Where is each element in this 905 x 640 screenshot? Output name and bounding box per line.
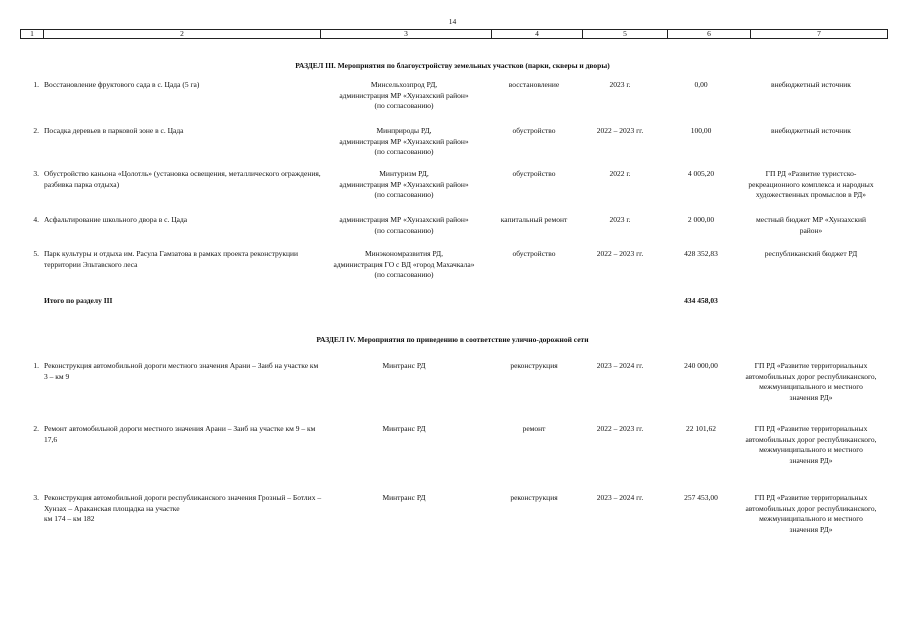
executor-line: администрация МР «Хунзахский район» [339,136,469,146]
executor [320,126,488,158]
column-number: 3 [321,30,492,39]
column-number: 6 [668,30,751,39]
amount: 22 101,62 [686,424,716,433]
funding-source: внебюджетный источник [771,126,851,135]
executor-line: (по согласованию) [374,190,434,200]
executor-line: администрация МР «Хунзахский район» [339,215,469,224]
amount: 0,00 [694,80,708,89]
column-number: 4 [492,30,583,39]
row-number: 2. [33,126,39,135]
executor-line: администрация МР «Хунзахский район» [339,90,469,100]
column-number: 1 [21,30,44,39]
funding-source: ГП РД «Развитие территориальных автомобильных дорог республиканского, межмуниципального и местного значения РД» [745,493,877,534]
executor [320,169,488,201]
row-number: 1. [33,80,39,89]
executor-line: Минэкономразвития РД, [364,249,444,258]
years: 2022 г. [609,169,631,178]
column-number: 5 [583,30,668,39]
funding-source: ГП РД «Развитие территориальных автомобильных дорог республиканского, межмуниципального и местного значения РД» [745,424,877,465]
row-number: 3. [33,493,39,502]
amount: 257 453,00 [684,493,718,502]
page-number: 14 [448,17,457,26]
funding-source: ГП РД «Развитие территориальных автомобильных дорог республиканского, межмуниципального и местного значения РД» [745,361,877,402]
measure-name: Обустройство каньона «Цолотль» (установка освещения, металлического ограждения, разбивка парка отдыха) [44,169,321,189]
amount: 4 005,20 [687,169,715,178]
executor: Минтранс РД [382,493,426,502]
executor-line: (по согласованию) [374,147,434,157]
funding-source: республиканский бюджет РД [764,249,858,258]
executor-line: администрация ГО с ВД «город Махачкала» [333,259,475,269]
total-value: 434 458,03 [684,296,718,305]
amount: 240 000,00 [684,361,718,370]
work-type: капитальный ремонт [500,215,568,224]
executor [320,215,488,236]
column-numbers-header [20,29,888,39]
executor-line: (по согласованию) [374,225,434,235]
years: 2022 – 2023 гг. [596,424,644,433]
measure-name: Асфальтирование школьного двора в с. Цада [44,215,188,224]
row-number: 4. [33,215,39,224]
executor-line: Минприроды РД, [376,126,432,135]
years: 2023 г. [609,80,631,89]
executor [320,80,488,112]
executor-line: администрация МР «Хунзахский район» [339,179,469,189]
work-type: обустройство [512,126,556,135]
executor: Минтранс РД [382,424,426,433]
work-type: восстановление [508,80,560,89]
amount: 428 352,83 [684,249,718,258]
funding-source: ГП РД «Развитие туристско-рекреационного комплекса и народных художественных промыслов в РД» [748,169,874,200]
row-number: 5. [33,249,39,258]
amount: 100,00 [690,126,712,135]
years: 2022 – 2023 гг. [596,126,644,135]
measure-name [44,493,322,525]
total-label: Итого по разделу III [44,296,113,305]
amount: 2 000,00 [687,215,715,224]
measure-name: Восстановление фруктового сада в с. Цада (5 га) [44,80,200,89]
row-number: 2. [33,424,39,433]
executor-line: Минсельхозпрод РД, [370,80,438,89]
years: 2023 – 2024 гг. [596,361,644,370]
years: 2022 – 2023 гг. [596,249,644,258]
measure-name-line: км 174 – км 182 [44,514,95,524]
funding-source: внебюджетный источник [771,80,851,89]
years: 2023 – 2024 гг. [596,493,644,502]
measure-name: Парк культуры и отдыха им. Расула Гамзатова в рамках проекта реконструкции территории Эльтавского леса [44,249,299,269]
executor: Минтранс РД [382,361,426,370]
section-title: РАЗДЕЛ III. Мероприятия по благоустройству земельных участков (парки, скверы и дворы) [295,61,610,70]
column-number: 2 [44,30,321,39]
row-number: 1. [33,361,39,370]
work-type: реконструкция [510,493,558,502]
executor-line: (по согласованию) [374,101,434,111]
column-number: 7 [751,30,888,39]
measure-name-line: Реконструкция автомобильной дороги республиканского значения Грозный – Ботлих – Хунзах – Араканская площадка на участке [44,493,322,513]
measure-name: Посадка деревьев в парковой зоне в с. Цада [44,126,184,135]
work-type: обустройство [512,249,556,258]
work-type: обустройство [512,169,556,178]
row-number: 3. [33,169,39,178]
executor-line: Минтуризм РД, [379,169,429,178]
work-type: ремонт [522,424,546,433]
section-title: РАЗДЕЛ IV. Мероприятия по приведению в соответствие улично-дорожной сети [316,335,589,344]
years: 2023 г. [609,215,631,224]
measure-name: Ремонт автомобильной дороги местного значения Арани – Заиб на участке км 9 – км 17,6 [44,424,316,444]
executor-line: (по согласованию) [374,270,434,280]
measure-name: Реконструкция автомобильной дороги местного значения Арани – Заиб на участке км 3 – км 9 [44,361,319,381]
work-type: реконструкция [510,361,558,370]
funding-source: местный бюджет МР «Хунзахский район» [755,215,867,235]
executor [320,249,488,281]
